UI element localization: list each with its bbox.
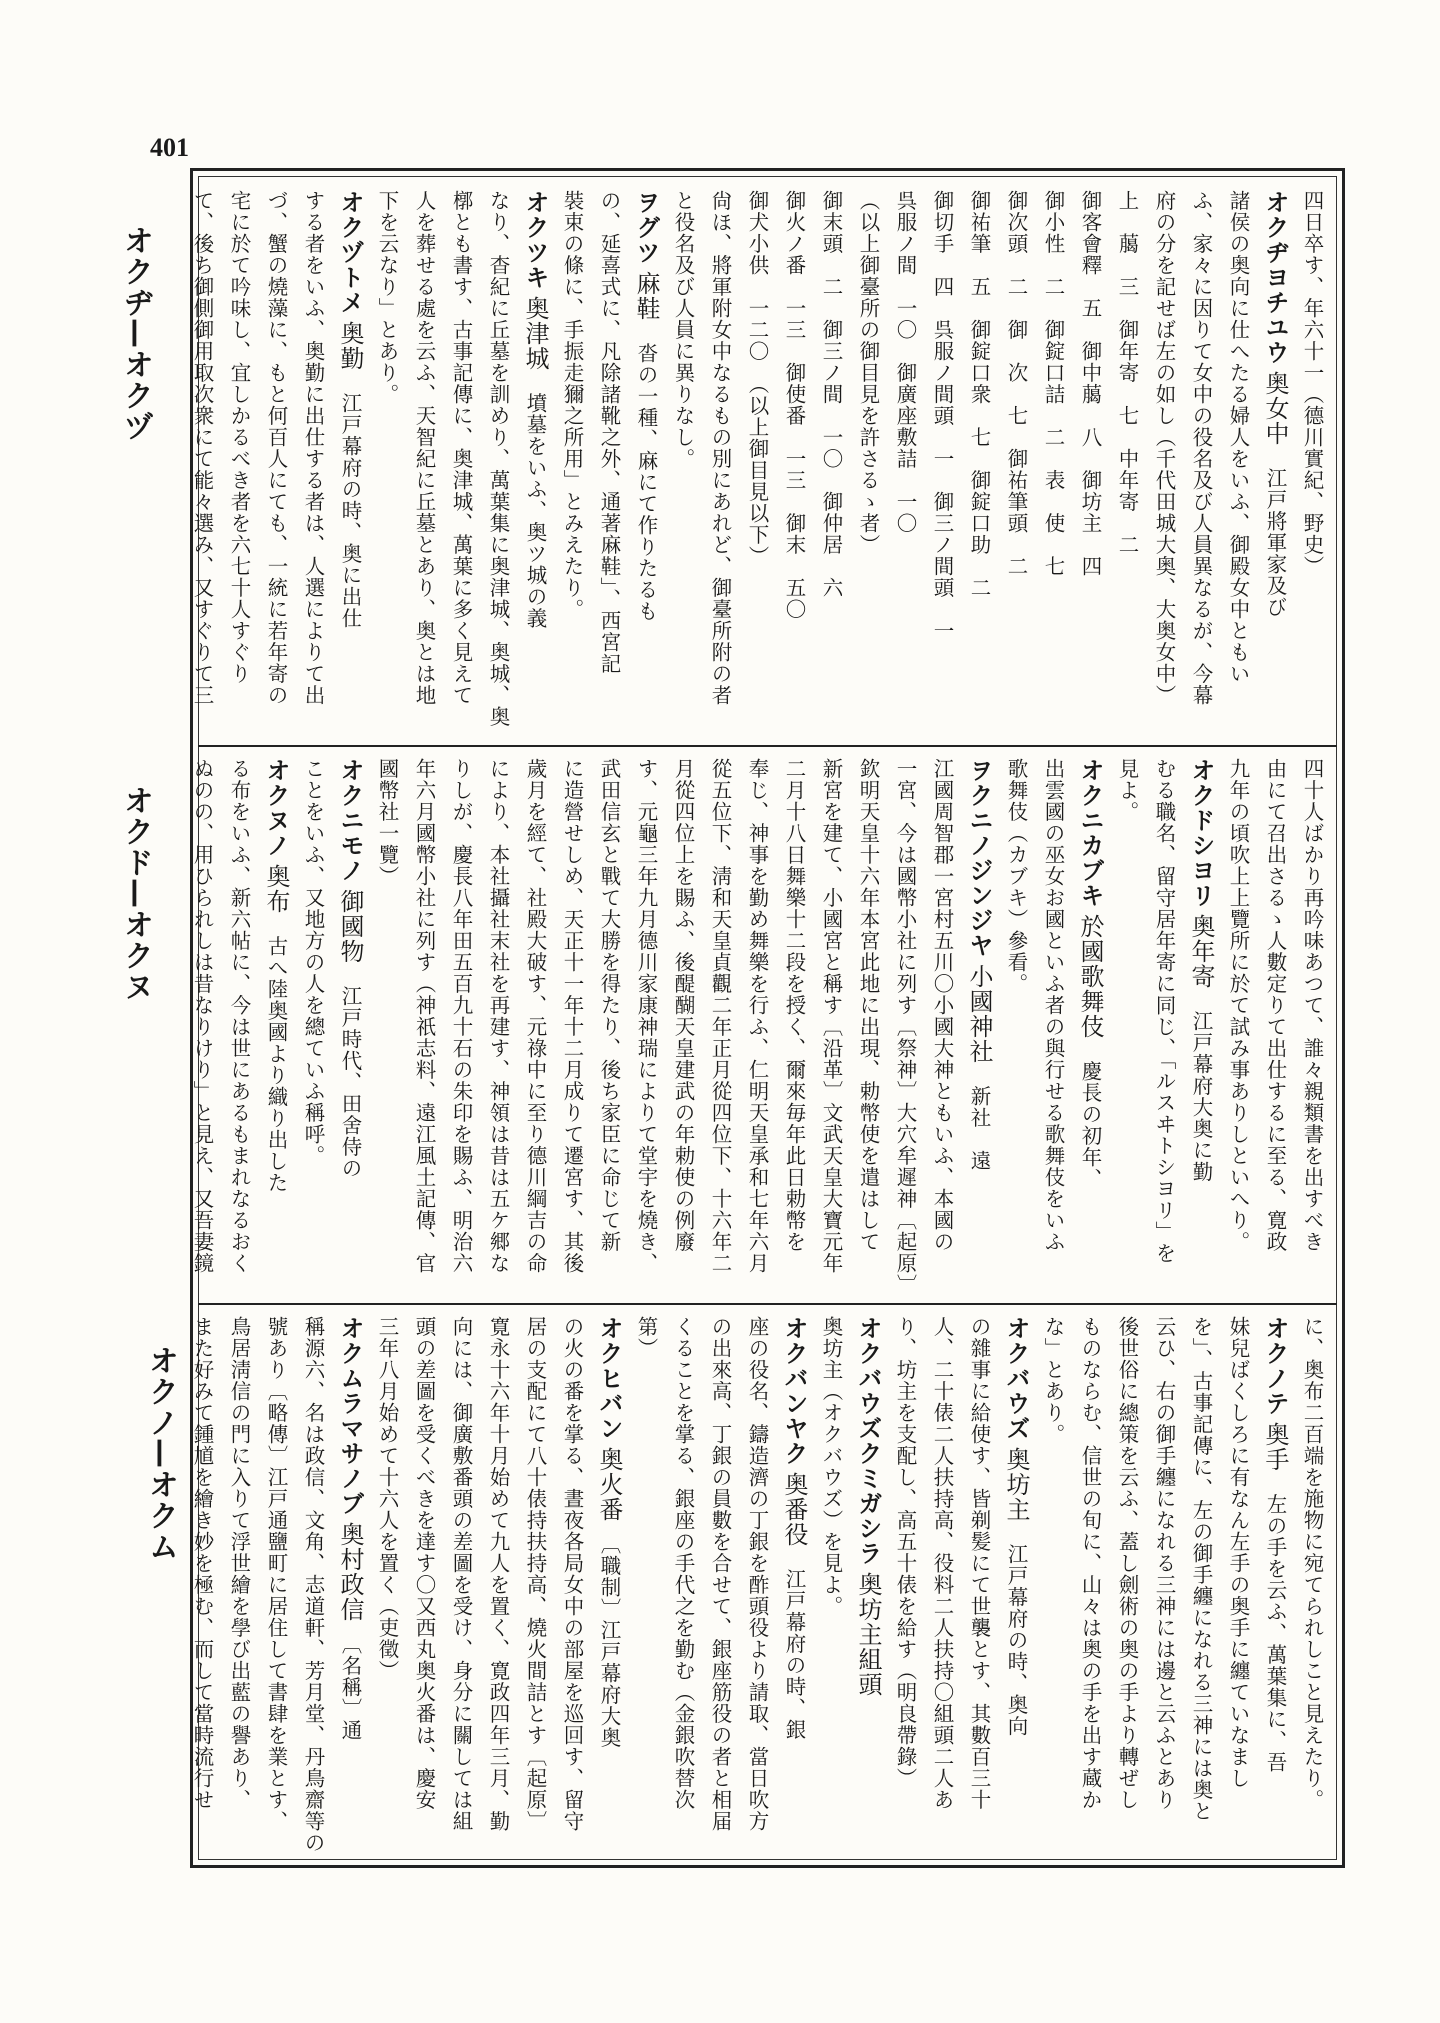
entry-text: 四十人ばかり再吟味あつて、誰々親類書を出すべき [1300, 758, 1324, 1253]
entry-kanji: 奥布 [262, 864, 290, 914]
entry-kanji: 奥番役 [780, 1472, 808, 1547]
text-column [590, 758, 627, 1293]
text-column [1034, 1316, 1071, 1856]
text-column [368, 190, 405, 735]
text-column [1145, 758, 1182, 1293]
text-column [664, 1316, 701, 1856]
entry-text: 一宮、今は國幣小社に列す〔祭神〕大穴牟遲神〔起原〕 [893, 758, 917, 1296]
text-column [923, 1316, 960, 1856]
entry-text: 奉じ、神事を勤め舞樂を行ふ、仁明天皇承和七年六月 [745, 758, 769, 1274]
running-head: オクヂ—オクヅ [118, 225, 153, 442]
text-column [257, 1316, 294, 1856]
entry-headword: ヲグツ [632, 190, 660, 265]
entry-text: 御犬小供 一二〇 （以上御目見以下） [745, 190, 769, 567]
entry-text: ふ、家々に因りて女中の役名及び人員異なるが、今幕 [1189, 190, 1213, 706]
text-column [886, 190, 923, 735]
entry-text: くることを掌る、銀座の手代之を勤む（金銀吹替次 [671, 1316, 695, 1811]
text-column [590, 190, 627, 735]
entry-text: 江國周智郡一宮村五川〇小國大神ともいふ、本國の [930, 758, 954, 1253]
entry-headword: ヲクニノジンジヤ [965, 758, 993, 958]
entry-text: 〔職制〕江戸幕府大奥 [597, 1543, 621, 1749]
entry-text: 月從四位上を賜ふ、後醍醐天皇建武の年勅使の例廢 [671, 758, 695, 1253]
entry-headword: オクムラマサノブ [336, 1316, 364, 1516]
entry-text: する者をいふ、奥勤に出仕する者は、人選によりて出 [301, 190, 325, 706]
page-number: 401 [150, 133, 189, 162]
entry-column [331, 758, 368, 1293]
text-column [257, 190, 294, 735]
entry-column [331, 190, 368, 735]
entry-text: 人を葬せる處を云ふ、天智紀に丘墓とあり、奥とは地 [412, 190, 436, 706]
entry-column [1256, 190, 1293, 735]
running-head: オクド—オクヌ [118, 785, 153, 1002]
text-column [220, 758, 257, 1293]
entry-text: 古へ陸奥國より織り出した [264, 935, 288, 1194]
text-column [368, 758, 405, 1293]
text-column [516, 1316, 553, 1856]
text-column [1293, 190, 1330, 735]
text-column [516, 758, 553, 1293]
entry-text: 武田信玄と戰て大勝を得たり、後ち家臣に命じて新 [597, 758, 621, 1253]
entry-text: て、後ち御側御用取次衆にて能々選み、又すぐりて三 [190, 190, 214, 706]
entry-text: 欽明天皇十六年本宮此地に出現、勅幣使を遣はして [856, 758, 880, 1253]
text-column [1034, 190, 1071, 735]
entry-text: 鳥居淸信の門に入りて浮世繪を學び出藍の譽あり、 [227, 1316, 251, 1811]
entry-kanji: 奥坊主組頭 [854, 1572, 882, 1697]
entry-column [775, 1316, 812, 1856]
text-column [1182, 190, 1219, 735]
entry-text: 稱源六、名は政信、文角、志道軒、芳月堂、丹鳥齋等の [301, 1316, 325, 1854]
text-column [664, 758, 701, 1293]
entry-text: また好みて鍾馗を繪き妙を極む、而して當時流行せ [190, 1316, 214, 1811]
entry-text: 左の手を云ふ、萬葉集に、吾 [1263, 1493, 1287, 1773]
text-column [627, 758, 664, 1293]
text-column [183, 190, 220, 735]
entry-headword: オクヒバン [595, 1316, 623, 1441]
text-column [220, 1316, 257, 1856]
text-column [294, 758, 331, 1293]
text-column [183, 758, 220, 1293]
entry-headword: オクヂヨチユウ [1261, 190, 1289, 365]
entry-text: 號あり〔略傳〕江戸通鹽町に居住して書肆を業とす、 [264, 1316, 288, 1832]
text-column [849, 758, 886, 1293]
entry-text: 御切手 四 呉服ノ間頭 一 御三ノ間頭 一 [930, 190, 954, 642]
entry-text: 三年八月始めて十六人を置く（吏徵） [375, 1316, 399, 1682]
text-column [1182, 1316, 1219, 1856]
entry-text: 新社 遠 [967, 1085, 991, 1172]
entry-text: 歲月を經て、社殿大破す、元祿中に至り德川綱吉の命 [523, 758, 547, 1274]
entry-text: 歌舞伎（カブキ）參看。 [1004, 758, 1028, 995]
entry-text: の出來高、丁銀の員數を合せて、銀座筋役の者と相届 [708, 1316, 732, 1832]
text-column [1071, 190, 1108, 735]
text-column [1108, 1316, 1145, 1856]
entry-kanji: 麻鞋 [632, 271, 660, 321]
text-column [775, 190, 812, 735]
entry-kanji: 小國神社 [965, 964, 993, 1064]
text-column [1071, 1316, 1108, 1856]
text-column [923, 190, 960, 735]
entry-text: 江戸幕府大奥に勤 [1189, 1010, 1213, 1183]
text-column [1219, 758, 1256, 1293]
entry-text: 居の支配にて八十俵持扶持高、燒火間詰とす〔起原〕 [523, 1316, 547, 1832]
text-column [479, 1316, 516, 1856]
text-column [849, 190, 886, 735]
entry-text: 御火ノ番 一三 御使番 一三 御末 五〇 [782, 190, 806, 620]
entry-headword: オクヅトメ [336, 190, 364, 315]
text-column [1145, 190, 1182, 735]
entry-text: 江戸幕府の時、奥に出仕 [338, 392, 362, 629]
text-column [738, 1316, 775, 1856]
text-band [190, 190, 1330, 735]
entry-text: 御客會釋 五 御中﨟 八 御坊主 四 [1078, 190, 1102, 577]
entry-text: 江戸將軍家及び [1263, 467, 1287, 618]
section-divider [198, 745, 1337, 747]
entry-text: 云ひ、右の御手纏になれる三神には邊と云ふとあり [1152, 1316, 1176, 1811]
entry-column [1071, 758, 1108, 1293]
text-column [479, 190, 516, 735]
text-column [627, 1316, 664, 1856]
entry-kanji: 奥津城 [521, 296, 549, 371]
entry-text: 四日卒す、年六十一（德川實紀、野史） [1300, 190, 1324, 577]
entry-text: 呉服ノ間 一〇 御廣座敷詰 一〇 [893, 190, 917, 534]
text-column [1219, 1316, 1256, 1856]
entry-text: 向には、御廣敷番頭の差圖を受け、身分に關しては組 [449, 1316, 473, 1832]
entry-text: 從五位下、淸和天皇貞觀二年正月從四位下、十六年二 [708, 758, 732, 1274]
text-column [812, 758, 849, 1293]
entry-column [1256, 1316, 1293, 1856]
entry-headword: オクノテ [1261, 1316, 1289, 1416]
entry-text: な」とあり。 [1041, 1316, 1065, 1445]
section-divider [198, 1303, 1337, 1305]
text-column [1219, 190, 1256, 735]
entry-headword: オクヌノ [262, 758, 290, 858]
entry-text: に造營せしめ、天正十一年十二月成りて遷宮す、其後 [560, 758, 584, 1274]
entry-headword: オクバウズ [1002, 1316, 1030, 1441]
entry-headword: オクニカブキ [1076, 758, 1104, 908]
entry-text: 江戸幕府の時、奥向 [1004, 1543, 1028, 1737]
entry-kanji: 於國歌舞伎 [1076, 914, 1104, 1039]
entry-kanji: 御國物 [336, 889, 364, 964]
entry-text: と役名及び人員に異りなし。 [671, 190, 695, 470]
entry-text: す、元龜三年九月德川家康神瑞によりて堂宇を燒き、 [634, 758, 658, 1274]
entry-kanji: 奥女中 [1261, 371, 1289, 446]
text-column [997, 758, 1034, 1293]
text-column [442, 758, 479, 1293]
text-column [553, 190, 590, 735]
entry-text: 裝束の條に、手振走獮之所用」とみえたり。 [560, 190, 584, 620]
entry-text: 尙ほ、將軍附女中なるもの別にあれど、御臺所附の者 [708, 190, 732, 706]
entry-text: 第） [634, 1316, 658, 1359]
text-column [923, 758, 960, 1293]
entry-column [960, 758, 997, 1293]
text-column [664, 190, 701, 735]
entry-text: 國幣社一覽） [375, 758, 399, 887]
entry-text: を」、古事記傳に、左の御手纏になれる三神には奥と [1189, 1316, 1213, 1822]
entry-text: に、奥布二百端を施物に宛てられしこと見えたり。 [1300, 1316, 1324, 1811]
entry-column [997, 1316, 1034, 1856]
text-band [190, 1316, 1330, 1856]
text-column [1145, 1316, 1182, 1856]
text-column [442, 1316, 479, 1856]
entry-column [516, 190, 553, 735]
text-column [701, 758, 738, 1293]
text-column [405, 1316, 442, 1856]
entry-text: の火の番を掌る、晝夜各局女中の部屋を巡回す、留守 [560, 1316, 584, 1832]
text-column [1034, 758, 1071, 1293]
entry-text: 奥坊主（オクバウズ）を見よ。 [819, 1316, 843, 1617]
entry-text: り、坊主を支配し、高五十俵を給す（明良帶錄） [893, 1316, 917, 1789]
entry-text: 沓の一種、麻にて作りたるも [634, 342, 658, 622]
entry-text: 九年の頃吹上上覽所に於て試み事ありしといへり。 [1226, 758, 1250, 1253]
entry-text: 上 﨟 三 御年寄 七 中年寄 二 [1115, 190, 1139, 556]
entry-text: りしが、慶長八年田五百九十石の朱印を賜ふ、明治六 [449, 758, 473, 1274]
entry-text: 後世俗に總策を云ふ、蓋し劍術の奥の手より轉ぜし [1115, 1316, 1139, 1811]
running-head: オクノ—オクム [143, 1345, 178, 1562]
entry-text: （以上御臺所の御目見を許さるゝ者） [856, 190, 880, 556]
text-column [812, 1316, 849, 1856]
text-column [886, 758, 923, 1296]
entry-column [257, 758, 294, 1293]
text-column [405, 190, 442, 735]
entry-text: 下を云なり」とあり。 [375, 190, 399, 405]
entry-text: 由にて召出さるゝ人數定りて出仕するに至る、寛政 [1263, 758, 1287, 1253]
entry-text: ものならむ、信世の旬に、山々は奥の手を出す蔵か [1078, 1316, 1102, 1811]
entry-text: 御末頭 二 御三ノ間 一〇 御仲居 六 [819, 190, 843, 599]
entry-column [627, 190, 664, 735]
text-column [775, 758, 812, 1293]
entry-text: 江戸時代、田舍侍の [338, 985, 362, 1179]
text-column [220, 190, 257, 735]
entry-text: 槨とも書す、古事記傳に、奥津城、萬葉に多く見えて [449, 190, 473, 706]
entry-text: 慶長の初年、 [1078, 1060, 1102, 1190]
text-column [442, 190, 479, 735]
entry-text: 頭の差圖を受くべきを達す〇又西丸奥火番は、慶安 [412, 1316, 436, 1811]
text-column [1293, 1316, 1330, 1856]
entry-text: 御小性 二 御錠口詰 二 表 使 七 [1041, 190, 1065, 577]
text-column [405, 758, 442, 1293]
entry-kanji: 奥坊主 [1002, 1447, 1030, 1522]
text-column [294, 1316, 331, 1856]
text-band [190, 758, 1330, 1296]
text-column [368, 1316, 405, 1856]
entry-column [590, 1316, 627, 1856]
entry-text: 二月十八日舞樂十二段を授く、爾來毎年此日勅幣を [782, 758, 806, 1253]
entry-kanji: 奥火番 [595, 1447, 623, 1522]
entry-column [1182, 758, 1219, 1293]
entry-text: の雜事に給使す、皆剃髪にて世襲とす、其數百三十 [967, 1316, 991, 1811]
entry-text: ことをいふ、又地方の人を總ていふ稱呼。 [301, 758, 325, 1167]
text-column [1108, 758, 1145, 1293]
text-column [1256, 758, 1293, 1293]
text-column [738, 758, 775, 1293]
entry-kanji: 奥手 [1261, 1422, 1289, 1472]
entry-text: 諸侯の奥向に仕へたる婦人をいふ、御殿女中ともい [1226, 190, 1250, 685]
entry-text: 妹兒ばくしろに有なん左手の奥手に纏ていなまし [1226, 1316, 1250, 1789]
entry-headword: オクバンヤク [780, 1316, 808, 1466]
text-column [701, 190, 738, 735]
entry-text: 〔名稱〕通 [338, 1643, 362, 1741]
entry-text: なり、杳紀に丘墓を訓めり、萬葉集に奥津城、奥城、奥 [486, 190, 510, 728]
entry-text: 府の分を記せば左の如し（千代田城大奥、大奥女中） [1152, 190, 1176, 706]
text-column [960, 1316, 997, 1856]
entry-text: 寛永十六年十月始めて九人を置く、寛政四年三月、勤 [486, 1316, 510, 1832]
text-column [1293, 758, 1330, 1293]
entry-text: 宅に於て吟味し、宜しかるべき者を六七十人すぐり [227, 190, 251, 685]
entry-text: 江戸幕府の時、銀 [782, 1568, 806, 1741]
text-column [738, 190, 775, 735]
text-column [479, 758, 516, 1293]
entry-headword: オクツキ [521, 190, 549, 290]
entry-headword: オクドシヨリ [1187, 758, 1215, 908]
text-column [960, 190, 997, 735]
entry-column [849, 1316, 886, 1856]
entry-column [331, 1316, 368, 1856]
entry-text: 座の役名、鑄造濟の丁銀を酢頭役より請取、當日吹方 [745, 1316, 769, 1832]
entry-kanji: 奥勤 [336, 321, 364, 371]
entry-text: る布をいふ、新六帖に、今は世にあるもまれなるおく [227, 758, 251, 1274]
entry-kanji: 奥村政信 [336, 1522, 364, 1622]
text-column [701, 1316, 738, 1856]
entry-text: づ、蟹の燒藻に、もと何百人にても、一統に若年寄の [264, 190, 288, 706]
text-column [553, 1316, 590, 1856]
entry-text: 御祐筆 五 御錠口衆 七 御錠口助 二 [967, 190, 991, 599]
entry-text: 御次頭 二 御 次 七 御祐筆頭 二 [1004, 190, 1028, 577]
entry-text: 墳墓をいふ、奥ツ城の義 [523, 392, 547, 629]
entry-text: により、本社攝社末社を再建す、神領は昔は五ケ郷な [486, 758, 510, 1274]
entry-text: 新宮を建て、小國宮と稱す〔沿革〕文武天皇大寶元年 [819, 758, 843, 1274]
entry-text: 出雲國の巫女お國といふ者の與行せる歌舞伎をいふ [1041, 758, 1065, 1253]
entry-text: 年六月國幣小社に列す（神祇志料、遠江風土記傳、官 [412, 758, 436, 1274]
entry-text: むる職名、留守居年寄に同じ、「ルスヰトシヨリ」を [1152, 758, 1176, 1264]
entry-text: の、延喜式に、凡除諸靴之外、通著麻鞋」、西宮記 [597, 190, 621, 675]
text-column [183, 1316, 220, 1856]
text-column [812, 190, 849, 735]
entry-kanji: 奥年寄 [1187, 914, 1215, 989]
text-column [1108, 190, 1145, 735]
entry-text: ぬのの、用ひられしは昔なりけり」と見え、又吾妻鏡 [190, 758, 214, 1274]
entry-headword: オクバウズクミガシラ [854, 1316, 882, 1566]
text-column [997, 190, 1034, 735]
entry-text: 人、二十俵二人扶持高、役料二人扶持〇組頭二人あ [930, 1316, 954, 1811]
text-column [294, 190, 331, 735]
text-column [886, 1316, 923, 1856]
text-column [553, 758, 590, 1293]
entry-text: 見よ。 [1115, 758, 1139, 823]
entry-headword: オクニモノ [336, 758, 364, 883]
